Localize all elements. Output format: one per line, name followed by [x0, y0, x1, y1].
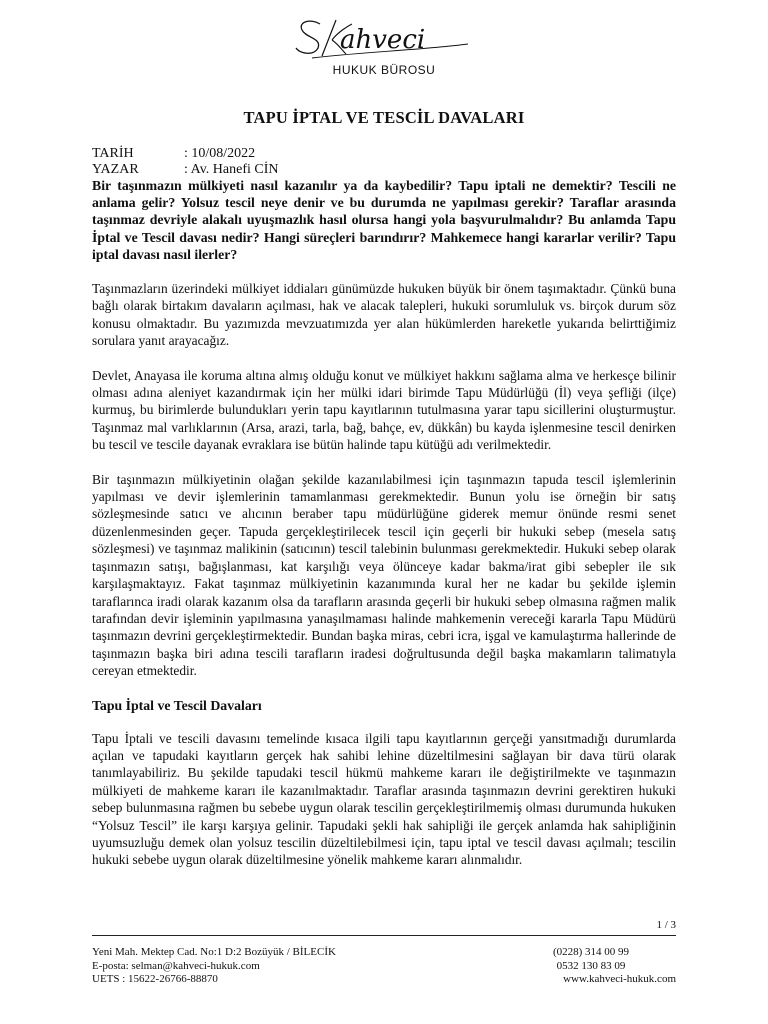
kahveci-signature-logo — [292, 14, 472, 62]
footer-mobile: 0532 130 83 09 — [556, 959, 626, 972]
meta-value: : 10/08/2022 — [184, 146, 256, 161]
footer-contact-right — [506, 946, 676, 987]
meta-label: TARİH — [92, 146, 134, 161]
meta-row-author — [92, 162, 278, 178]
body-paragraph: Taşınmazların üzerindeki mülkiyet iddiaları günümüzde hukuken büyük bir önem taşımaktadır. Çünkü buna bağlı olarak birtakım davaların açılması, hak ve alacak talepleri, hukuki sorumluluk vs. birçok durum söz konusu olmaktadır. Bu yazımızda mevzuatımızda yer alan hükümlerden hareketle yukarıda belirttiğimiz sorulara yanıt arayacağız. — [92, 281, 676, 349]
footer-address: Yeni Mah. Mektep Cad. No:1 D:2 Bozüyük / BİLECİK — [92, 946, 336, 958]
firm-subtitle: HUKUK BÜROSU — [332, 63, 436, 77]
footer-uets: UETS : 15622-26766-88870 — [92, 973, 218, 985]
document-meta — [92, 146, 278, 178]
section-heading: Tapu İptal ve Tescil Davaları — [92, 697, 262, 713]
footer-contact-left — [92, 946, 336, 987]
footer-divider — [92, 935, 676, 936]
footer-phone: (0228) 314 00 99 — [552, 946, 630, 958]
meta-row-date — [92, 146, 278, 162]
intro-questions: Bir taşınmazın mülkiyeti nasıl kazanılır ya da kaybedilir? Tapu iptali ne demektir? Tescili ne anlama gelir? Yolsuz tescil neye denir ve bu durumda ne yapılması gerekir? Taraflar arasında taşınmaz devriyle alakalı uyuşmazlık hasıl olursa hangi yola başvurulmalıdır? Bu anlamda Tapu İptal ve Tescil davası nedir? Hangi süreçleri barındırır? Mahkemece hangi kararlar verilir? Tapu iptal davası nasıl ilerler? — [92, 178, 676, 262]
firm-logo — [0, 14, 768, 80]
section-paragraph: Tapu İptali ve tescili davasını temelinde kısaca ilgili tapu kayıtlarının gerçeği yansıtmadığı durumlarda açılan ve tapudaki kayıtların gerçek hak sahibi lehine düzeltilmesini sağlayan bir dava türü olarak tanımlayabiliriz. Bu şekilde tapudaki tescil hükmü mahkeme kararı ile değiştirilmekte ve taşınmazın mülkiyeti de mahkeme kararı ile kazanılmaktadır. Taraflar arasında taşınmazın devrini gerektiren hukuki sebep bulunmasına rağmen bu sebebe uygun olarak tescilin gerçekleştirilmemiş olması durumunda hukuken “Yolsuz Tescil” ile karşı karşıya gelinir. Tapudaki şekli hak sahipliği ile gerçek anlamda hak sahipliğinin uyumsuzluğu demek olan yolsuz tescilin düzeltilebilmesi için, tapu iptal ve tescil davası açılmalı; tescilin hukuki sebebe uygun olarak düzeltilmesine yönelik mahkeme kararı alınmalıdır. — [92, 730, 676, 868]
page-number: 1 / 3 — [656, 919, 676, 931]
footer-email: E-posta: selman@kahveci-hukuk.com — [92, 959, 260, 972]
footer-website: www.kahveci-hukuk.com — [563, 973, 676, 985]
body-paragraph: Bir taşınmazın mülkiyetinin olağan şekilde kazanılabilmesi için taşınmazın tapuda tescil işlemlerinin yapılması ve devir işlemlerinin tamamlanması gerekmektedir. Bunun yolu ise örneğin bir satış sözleşmesinde satıcı ve alıcının beraber tapu müdürlüğüne giderek memur önünde resmi senet düzenlenmesinden geçer. Tapuda gerçekleştirilecek tescil için geçerli bir hukuki sebep (mesela satış sözleşmesi) ve taşınmaz malikinin (satıcının) tescil talebinin bulunması gerekmektedir. Hukuki sebep olarak taşınmazın satışı, bağışlanması, kat karşılığı veya ölünceye kadar bakma/irat gibi sebepler ile sık karşılaşmaktayız. Fakat taşınmaz mülkiyetinin kazanımında kural her ne kadar bu şekilde işlemin taraflarınca iradi olarak kazanım olsa da tarafların arasında geçerli bir hukuki sebep olmasına rağmen malik tarafından devir işleminin yapılmasına yanaşılmaması halinde mahkemenin vereceği kararla Tapu Müdürü taşınmazın devrini gerçekleştirmektedir. Bundan başka miras, cebri icra, işgal ve kamulaştırma hallerinde de taşınmazın başka biri adına tescili tarafların iradesi doğrultusunda değil başka makamların talimatıyla cereyan etmektedir. — [92, 471, 676, 679]
body-paragraph: Devlet, Anayasa ile koruma altına almış olduğu konut ve mülkiyet hakkını sağlama alma ve herkesçe bilinir olması adına aleniyet kazandırmak için her mülki idari birimde Tapu Müdürlüğü (İl) veya şefliği (ilçe) kurmuş, bu birimlerde bulundukları yerin tapu kayıtlarının tutulmasına yarar tapu sicillerini oluşturmuştur. Taşınmaz mal varlıklarının (Arsa, arazi, tarla, bağ, bahçe, ev, dükkân) bu kayda işlenmesine tescil denirken bu tescil ve tescile dayanak evraklara ise bütün halinde tapu kütüğü adı verilmektedir. — [92, 367, 676, 453]
svg-text:ahveci: ahveci — [340, 25, 426, 55]
meta-value: : Av. Hanefi CİN — [184, 162, 279, 177]
document-body — [92, 177, 676, 886]
meta-label: YAZAR — [92, 162, 139, 177]
document-title: TAPU İPTAL VE TESCİL DAVALARI — [243, 108, 525, 127]
